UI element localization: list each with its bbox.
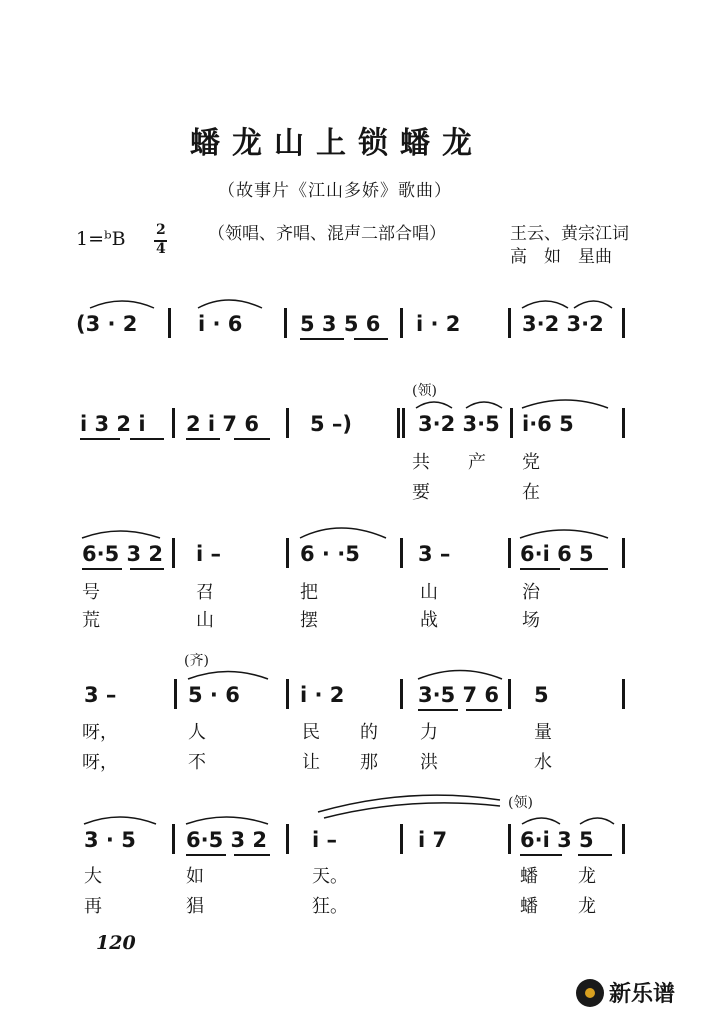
measure-1-1: (3 · 2 — [76, 312, 138, 336]
lyric: 狂。 — [312, 896, 348, 917]
slur — [82, 531, 160, 538]
lyric: 要 — [412, 482, 430, 503]
key-signature: 1=ᵇB — [76, 228, 126, 250]
lead-marking: (领) — [412, 383, 437, 399]
page-number: 120 — [96, 932, 136, 954]
site-logo — [576, 977, 675, 1008]
slur — [580, 818, 614, 824]
lyric: 那 — [360, 752, 378, 773]
slur — [522, 400, 608, 408]
lyric: 猖 — [186, 896, 204, 917]
slur — [520, 530, 608, 538]
lyric: 治 — [522, 582, 540, 603]
measure-3-5: 6·i 6 5 — [520, 542, 594, 566]
lyric: 量 — [534, 722, 552, 743]
slur — [522, 301, 568, 308]
song-title: 蟠龙山上锁蟠龙 — [190, 126, 484, 161]
lyricist-credit: 王云、黄宗江词 — [510, 224, 629, 244]
measure-5-2: 6·5 3 2 — [186, 828, 268, 852]
lyric: 蟠 — [520, 866, 538, 887]
lyric: 山 — [196, 610, 214, 631]
measure-2-4: 3·2 3·5 — [418, 412, 500, 436]
lyric: 呀， — [82, 722, 118, 743]
lyric: 号 — [82, 582, 100, 603]
lyric: 龙 — [578, 896, 596, 917]
lyric: 共 — [412, 452, 430, 473]
measure-1-3: 5 3 5 6 — [300, 312, 381, 336]
lyric: 产 — [468, 452, 486, 473]
slur — [416, 402, 452, 408]
lyric: 蟠 — [520, 896, 538, 917]
slur — [188, 672, 268, 680]
lyric: 荒 — [82, 610, 100, 631]
song-subtitle: （故事片《江山多娇》歌曲） — [218, 181, 452, 201]
measure-5-4: i 7 — [418, 828, 448, 852]
lyric: 水 — [534, 752, 552, 773]
unison-marking: (齐) — [184, 653, 209, 669]
lyric: 如 — [186, 866, 204, 887]
measure-5-5: 6·i 3 5 — [520, 828, 594, 852]
measure-4-5: 5 — [534, 683, 549, 707]
slur — [84, 817, 156, 824]
measure-3-2: i – — [196, 542, 222, 566]
measure-4-1: 3 – — [84, 683, 117, 707]
lyric: 人 — [188, 722, 206, 743]
lyric: 民 — [302, 722, 320, 743]
time-signature-bottom: 4 — [156, 241, 166, 257]
measure-1-4: i · 2 — [416, 312, 461, 336]
lyric: 在 — [522, 482, 540, 503]
composer-credit: 高 如 星曲 — [510, 247, 612, 267]
slur — [90, 301, 154, 308]
lyric: 山 — [420, 582, 438, 603]
lyric: 龙 — [578, 866, 596, 887]
lyric: 摆 — [300, 610, 318, 631]
lyric: 战 — [420, 610, 438, 631]
lyric: 力 — [420, 722, 438, 743]
measure-2-3: 5 –) — [310, 412, 353, 436]
measure-4-3: i · 2 — [300, 683, 345, 707]
lyric: 大 — [84, 866, 102, 887]
slur — [324, 803, 500, 818]
measure-3-3: 6 · ·5 — [300, 542, 360, 566]
measure-4-4: 3·5 7 6 — [418, 683, 500, 707]
measure-5-1: 3 · 5 — [84, 828, 136, 852]
measure-4-2: 5 · 6 — [188, 683, 240, 707]
performance-note: （领唱、齐唱、混声二部合唱） — [208, 224, 446, 244]
measure-1-5: 3·2 3·2 — [522, 312, 604, 336]
slur — [466, 402, 502, 408]
lyric: 再 — [84, 896, 102, 917]
lyric: 洪 — [420, 752, 438, 773]
lyric: 把 — [300, 582, 318, 603]
measure-1-2: i · 6 — [198, 312, 243, 336]
measure-2-1: i 3 2 i — [80, 412, 146, 436]
slur — [522, 818, 560, 824]
measure-2-5: i·6 5 — [522, 412, 574, 436]
slur — [574, 301, 612, 308]
lead-marking: (领) — [508, 795, 533, 811]
measure-3-1: 6·5 3 2 — [82, 542, 164, 566]
record-icon — [576, 979, 604, 1007]
slur — [198, 300, 262, 308]
lyric: 场 — [522, 610, 540, 631]
lyric: 党 — [522, 452, 540, 473]
slur — [300, 528, 386, 538]
logo-text: 新乐谱 — [609, 982, 676, 1007]
lyric: 的 — [360, 722, 378, 743]
slur — [186, 817, 268, 824]
time-signature-top: 2 — [156, 222, 166, 238]
measure-2-2: 2 i 7 6 — [186, 412, 259, 436]
lyric: 呀， — [82, 752, 118, 773]
measure-3-4: 3 – — [418, 542, 451, 566]
lyric: 天。 — [312, 866, 348, 887]
lyric: 让 — [302, 752, 320, 773]
slur — [418, 671, 502, 680]
measure-5-3: i – — [312, 828, 338, 852]
lyric: 召 — [196, 582, 214, 603]
lyric: 不 — [188, 752, 206, 773]
